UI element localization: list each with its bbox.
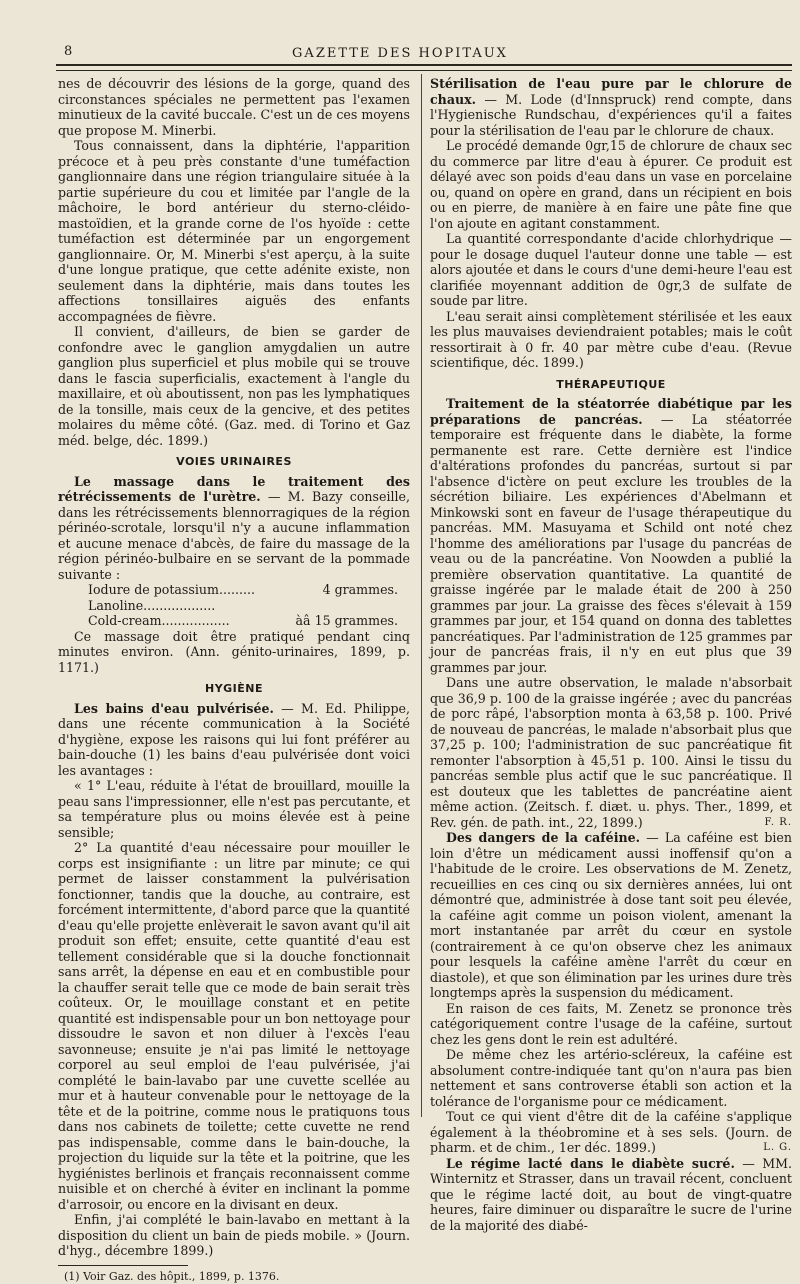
prescription-line <box>88 598 398 614</box>
paragraph-text: Tout ce qui vient d'être dit de la caféine s'applique également à la théobromine et à ses sels. (Journ. de pharm. et de chim., 1er déc. 1899.) <box>430 1109 792 1155</box>
paragraph: « 1° L'eau, réduite à l'état de brouillard, mouille la peau sans l'impressionner, elle n'est pas percutante, et sa température plus ou moins élevée est à peine sensible; <box>58 778 410 840</box>
section-heading: VOIES URINAIRES <box>58 454 410 470</box>
article-paragraph <box>430 76 792 138</box>
paragraph: Il convient, d'ailleurs, de bien se garder de confondre avec le ganglion amygdalien un autre ganglion plus superficiel et plus mobile qui se trouve dans le fascia superficialis, exactement à l'angle du maxillaire, et où aboutissent, non pas les lymphatiques de la tonsille, mais ceux de la gencive, et des petites molaires du même côté. (Gaz. med. di Torino et Gaz méd. belge, déc. 1899.) <box>58 324 410 448</box>
paragraph: La quantité correspondante d'acide chlorhydrique — pour le dosage duquel l'auteur donne une table — est alors ajoutée et dans le cours d'une demi-heure l'eau est clarifiée moyennant addition de 0gr,3 de sulfate de soude par litre. <box>430 231 792 309</box>
column-divider <box>421 74 422 1117</box>
brace <box>394 598 398 614</box>
article-paragraph <box>430 396 792 675</box>
paragraph: Tous connaissent, dans la diphtérie, l'apparition précoce et à peu près constante d'une tuméfaction ganglionnaire dans une région triangulaire située à la partie supérieure du cou et limitée par l'angle de la mâchoire, le bord antérieur du sterno-cléido-mastoïdien, et la grande corne de l'os hyoïde : cette tuméfaction est déterminée par un engorgement ganglionnaire. Or, M. Minerbi s'est aperçu, à la suite d'une longue pratique, que cette adénite existe, non seulement dans la diphtérie, mais dans toutes les affections tonsillaires aiguës des enfants accompagnées de fièvre. <box>58 138 410 324</box>
article-title: Le massage dans le traitement des rétrécissements de l'urètre. <box>58 474 410 505</box>
article-text: — La stéatorrée temporaire est fréquente dans le diabète, la forme permanente est rare. Cette dernière est l'indice d'altérations profondes du pancréas, surtout si par l'absence d'ictère on peut exclure les troubles de la sécrétion biliaire. Les expériences d'Abelmann et Minkowski sont en faveur de l'usage thérapeutique du pancréas. MM. Masuyama et Schild ont noté chez l'homme des améliorations par l'usage du pancréas de veau ou de la pancréatine. Von Noowden a publié la première observation quantitative. La quantité de graisse ingérée par le malade était de 200 à 250 grammes par jour. La graisse des fèces s'élevait à 159 grammes par jour, et 154 quand on donna des tablettes pancréatiques. Par l'administration de 125 grammes par jour de pancréas frais, il n'y en eut plus que 39 grammes par jour. <box>430 412 792 675</box>
article-title: Traitement de la stéatorrée diabétique par les préparations de pancréas. <box>430 396 792 427</box>
header-rule-thin <box>56 70 792 71</box>
paragraph: nes de découvrir des lésions de la gorge, quand des circonstances spéciales ne permettent pas l'examen minutieux de la cavité buccale. C'est un de ces moyens que propose M. Minerbi. <box>58 76 410 138</box>
article-text: — M. Ed. Philippe, dans une récente communication à la Société d'hygiène, expose les raisons qui lui font préférer au bain-douche (1) les bains d'eau pulvérisée dont voici les avantages : <box>58 701 410 778</box>
header-rule <box>56 64 792 66</box>
article-title: Stérilisation de l'eau pure par le chlorure de chaux. <box>430 76 792 107</box>
section-heading: THÉRAPEUTIQUE <box>430 377 792 393</box>
section-heading: HYGIÈNE <box>58 681 410 697</box>
author-signature: L. G. <box>747 1140 792 1156</box>
author-signature: F. R. <box>749 815 792 831</box>
prescription-line <box>88 582 398 598</box>
article-title: Les bains d'eau pulvérisée. <box>74 701 274 716</box>
footnote-rule <box>58 1265 188 1266</box>
paragraph: Ce massage doit être pratiqué pendant cinq minutes environ. (Ann. génito-urinaires, 1899, p. 1171.) <box>58 629 410 676</box>
article-title: Le régime lacté dans le diabète sucré. <box>446 1156 735 1171</box>
quantity: àâ 15 grammes. <box>296 613 398 629</box>
paragraph: De même chez les artério-scléreux, la caféine est absolument contre-indiquée tant qu'on n'aura pas bien nettement et sans controverse établi son action et la tolérance de l'organisme pour ce médicament. <box>430 1047 792 1109</box>
article-paragraph <box>58 701 410 779</box>
paragraph: Enfin, j'ai complété le bain-lavabo en mettant à la disposition du client un bain de pieds mobile. » (Journ. d'hyg., décembre 1899.) <box>58 1212 410 1259</box>
article-text: — M. Bazy conseille, dans les rétrécissements blennorragiques de la région périnéo-scrotale, lorsqu'il n'y a aucune inflammation et aucune menace d'abcès, de faire du massage de la région périnéo-bulbaire en se servant de la pommade suivante : <box>58 489 410 582</box>
prescription <box>88 582 398 629</box>
article-text: — MM. Winternitz et Strasser, dans un travail récent, concluent que le régime lacté doit, au bout de vingt-quatre heures, faire diminuer ou disparaître le sucre de l'urine de la majorité des diabé- <box>430 1156 792 1233</box>
ingredient: Lanoline.................. <box>88 598 215 614</box>
ingredient: Iodure de potassium......... <box>88 582 255 598</box>
paragraph: 2° La quantité d'eau nécessaire pour mouiller le corps est insignifiante : un litre par minute; ce qui permet de laisser constamment la pulvérisation fonctionner, tandis que la douche, au contraire, est forcément intermittente, d'abord parce que la quantité d'eau qu'elle projette enlèverait le savon avant qu'il ait produit son effet; ensuite, cette quantité d'eau est tellement considérable que si la douche fonctionnait sans arrêt, la dépense en eau et en combustible pour la chauffer serait telle que ce mode de bain serait très coûteux. Or, le mouillage constant et en petite quantité est indispensable pour un bon nettoyage pour dissoudre le savon et non diluer à l'excès l'eau savonneuse; ensuite je n'ai pas limité le nettoyage corporel au seul emploi de l'eau pulvérisée, j'ai complété le bain-lavabo par une cuvette scellée au mur et à hauteur convenable pour le nettoyage de la tête et de la poitrine, comme nous le pratiquons tous dans nos cabinets de toilette; cette cuvette ne rend pas indispensable, comme dans le bain-douche, la projection du liquide sur la tête et la poitrine, que les hygiénistes berlinois et français reconnaissent comme nuisible et on cherché à éviter en inclinant la pomme d'arrosoir, ou encore en la divisant en deux. <box>58 840 410 1212</box>
paragraph: Le procédé demande 0gr,15 de chlorure de chaux sec du commerce par litre d'eau à épurer. Ce produit est délayé avec son poids d'eau dans un vase en porcelaine ou, quand on opère en grand, dans un récipient en bois ou en pierre, de manière à en faire une pâte fine que l'on ajoute en agitant constamment. <box>430 138 792 231</box>
article-paragraph <box>430 830 792 1001</box>
running-title: GAZETTE DES HOPITAUX <box>0 46 800 61</box>
right-column <box>430 76 792 1233</box>
left-column <box>58 76 410 1284</box>
paragraph <box>430 1109 792 1156</box>
article-paragraph <box>58 474 410 583</box>
article-text: — M. Lode (d'Innspruck) rend compte, dans l'Hygienische Rundschau, d'expériences qu'il a faites pour la stérilisation de l'eau par le chlorure de chaux. <box>430 92 792 138</box>
prescription-line <box>88 613 398 629</box>
ingredient: Cold-cream................. <box>88 613 230 629</box>
paragraph <box>430 675 792 830</box>
paragraph: L'eau serait ainsi complètement stérilisée et les eaux les plus mauvaises deviendraient potables; mais le coût ressortirait à 0 fr. 40 par mètre cube d'eau. (Revue scientifique, déc. 1899.) <box>430 309 792 371</box>
article-title: Des dangers de la caféine. <box>446 830 640 845</box>
article-text: — La caféine est bien loin d'être un médicament aussi inoffensif qu'on a l'habitude de le croire. Les observations de M. Zenetz, recueillies en ces cinq ou six dernières années, lui ont démontré que, administrée à dose tant soit peu élevée, la caféine agit comme un poison violent, amenant la mort instantanée par arrêt du cœur en systole (contrairement à ce qu'on observe chez les animaux pour lesquels la caféine amène l'arrêt du cœur en diastole), et que son élimination par les urines dure très longtemps après la suspension du médicament. <box>430 830 792 1000</box>
article-paragraph <box>430 1156 792 1234</box>
page-number: 8 <box>64 44 72 59</box>
footnote: (1) Voir Gaz. des hôpit., 1899, p. 1376. <box>64 1269 410 1284</box>
quantity: 4 grammes. <box>323 582 398 598</box>
paragraph-text: Dans une autre observation, le malade n'absorbait que 36,9 p. 100 de la graisse ingérée ; avec du pancréas de porc râpé, l'absorption monta à 63,58 p. 100. Privé de nouveau de pancréas, le malade n'absorbait plus que 37,25 p. 100; l'administration de suc pancréatique fit remonter l'absorption à 45,51 p. 100. Ainsi le tissu du pancréas semble plus actif que le suc pancréatique. Il est douteux que les tablettes de pancréatine aient même action. (Zeitsch. f. diæt. u. phys. Ther., 1899, et Rev. gén. de path. int., 22, 1899.) <box>430 675 792 830</box>
paragraph: En raison de ces faits, M. Zenetz se prononce très catégoriquement contre l'usage de la caféine, surtout chez les gens dont le rein est adultéré. <box>430 1001 792 1048</box>
